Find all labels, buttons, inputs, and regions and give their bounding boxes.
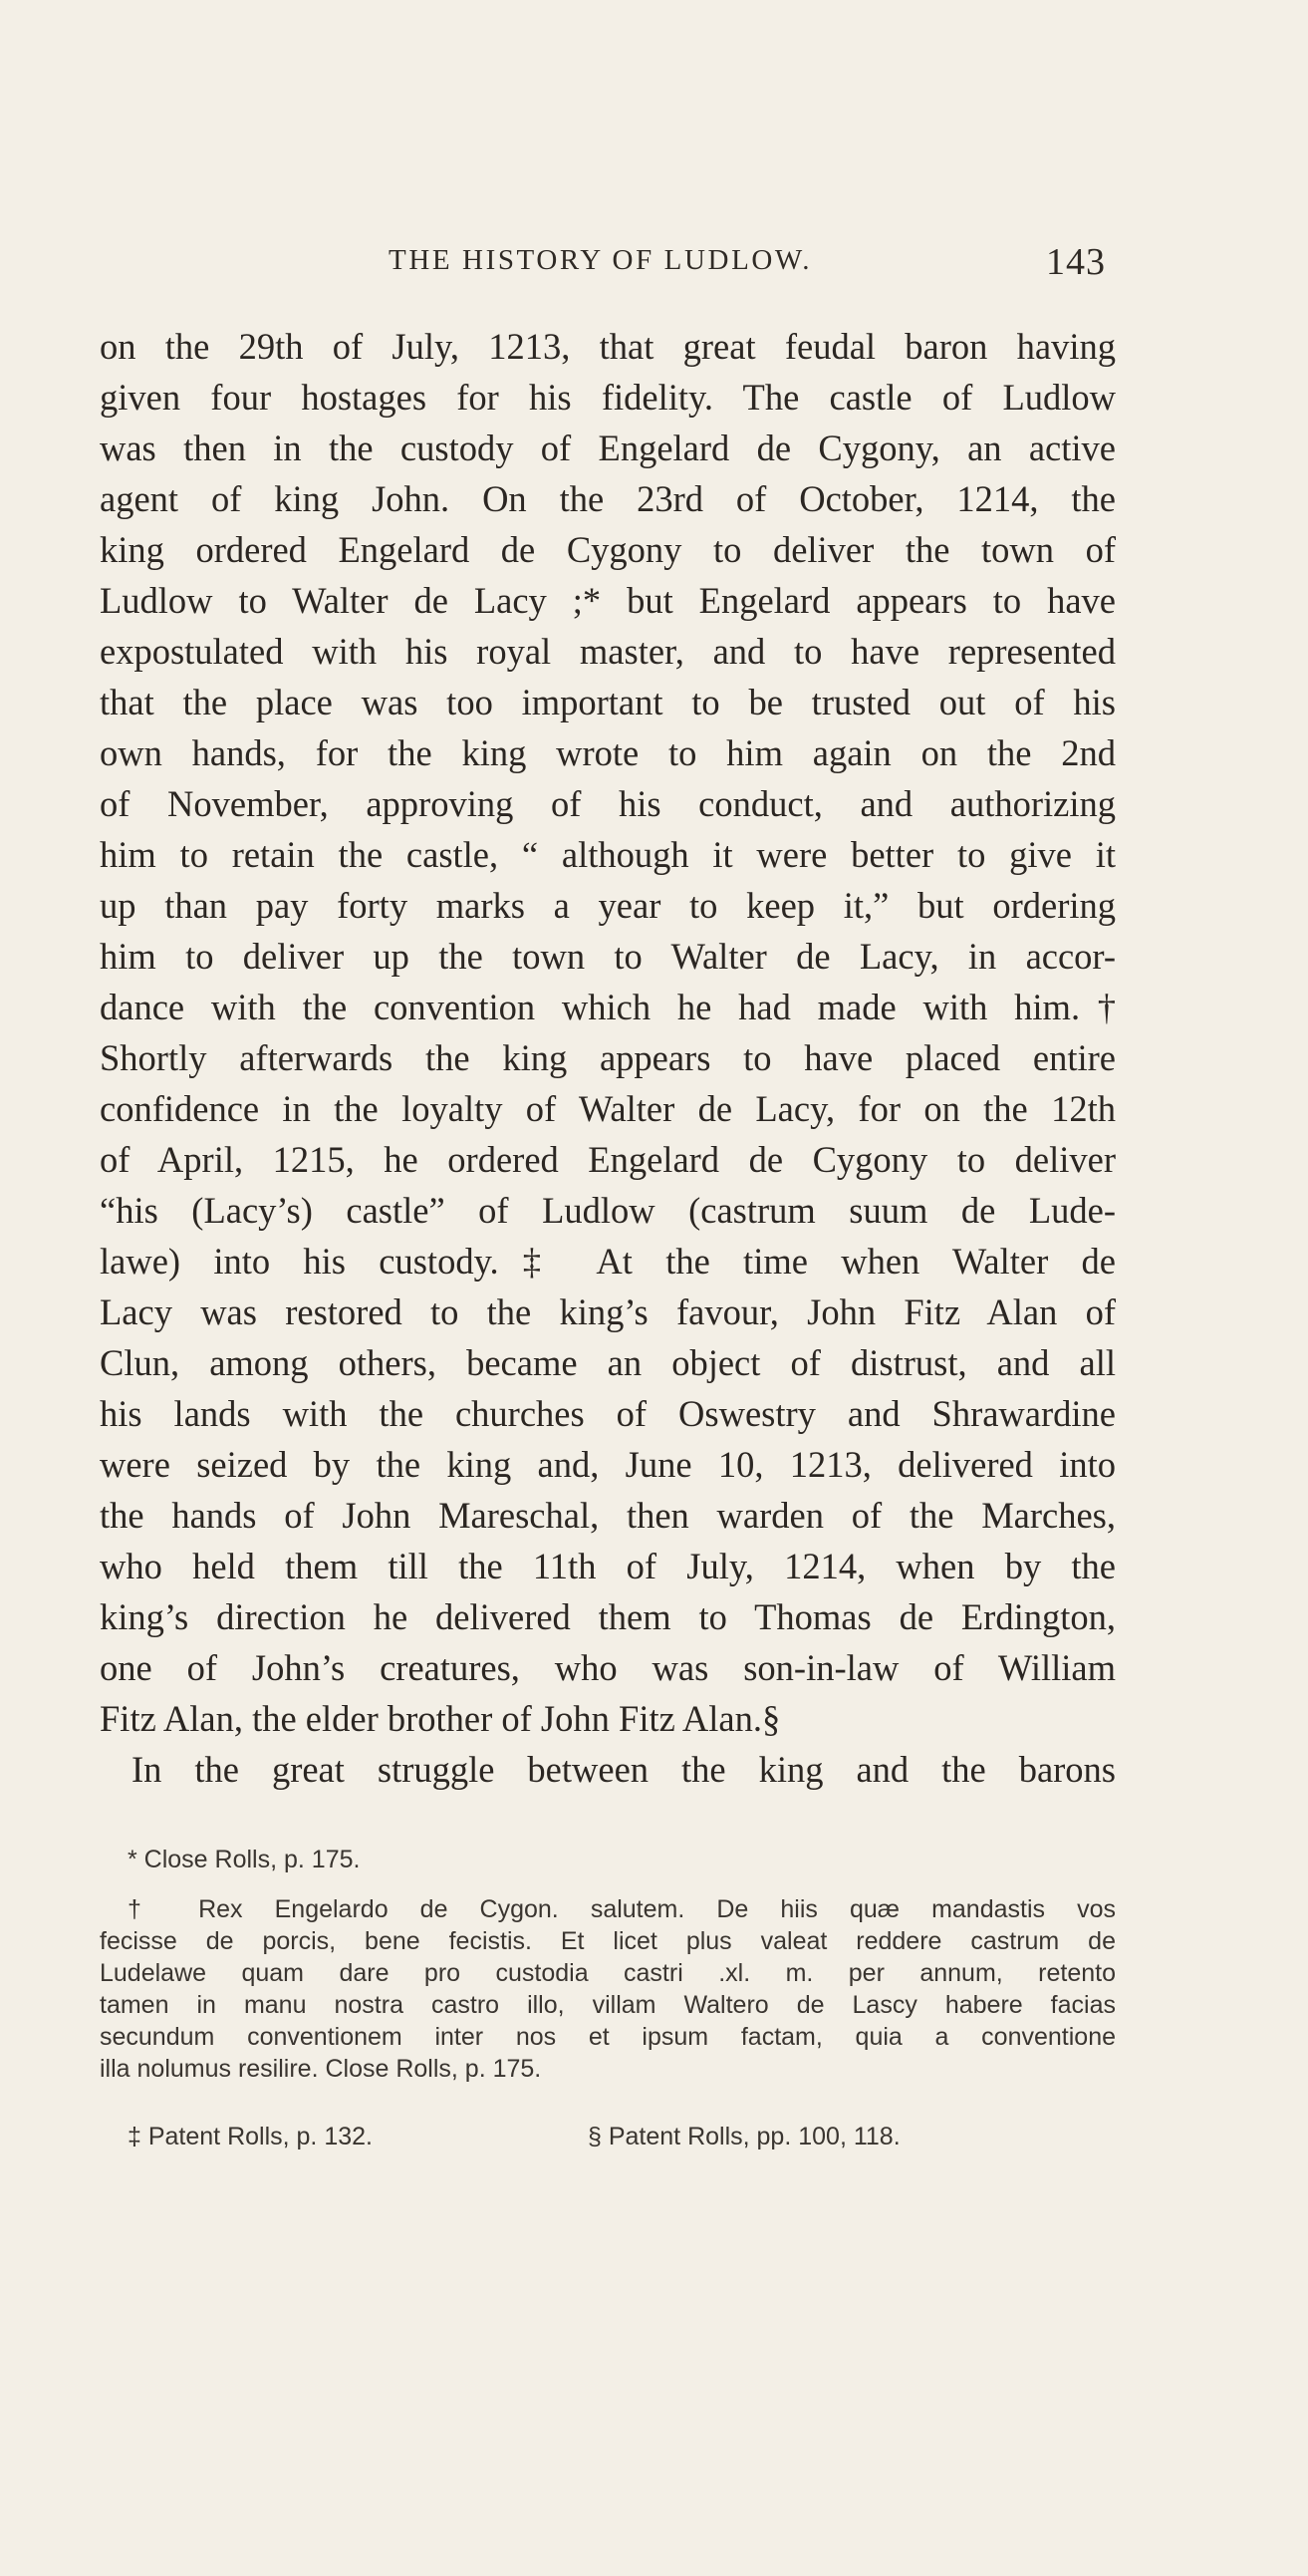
text-line: lawe) into his custody.‡ At the time when Walter de (100, 1241, 1116, 1282)
text-line: was then in the custody of Engelard de Cygony, an active (100, 428, 1116, 468)
text-line: of April, 1215, he ordered Engelard de Cygony to deliver (100, 1139, 1116, 1180)
text-line: his lands with the churches of Oswestry and Shrawardine (100, 1393, 1116, 1434)
text-line: Ludlow to Walter de Lacy ;* but Engelard appears to have (100, 580, 1116, 621)
text-line: expostulated with his royal master, and to have represented (100, 631, 1116, 672)
text-line: own hands, for the king wrote to him again on the 2nd (100, 732, 1116, 773)
footnote-line: secundum conventionem inter nos et ipsum factam, quia a conventione (100, 2023, 1116, 2051)
footnotes (100, 1844, 1116, 2152)
footnote-line: illa nolumus resilire. Close Rolls, p. 175. (100, 2055, 542, 2083)
footnote-star: * Close Rolls, p. 175. (128, 1846, 361, 1873)
text-line: king’s direction he delivered them to Thomas de Erdington, (100, 1596, 1116, 1637)
page-header (329, 241, 1106, 294)
text-line: Lacy was restored to the king’s favour, John Fitz Alan of (100, 1291, 1116, 1332)
footnote-line: Ludelawe quam dare pro custodia castri .xl. m. per annum, retento (100, 1959, 1116, 1987)
text-line: In the great struggle between the king and the barons (131, 1749, 1116, 1790)
text-line: on the 29th of July, 1213, that great feudal baron having (100, 326, 1116, 367)
text-line: “his (Lacy’s) castle” of Ludlow (castrum suum de Lude- (100, 1190, 1116, 1231)
text-line: Shortly afterwards the king appears to have placed entire (100, 1037, 1116, 1078)
text-line: Clun, among others, became an object of distrust, and all (100, 1342, 1116, 1383)
text-line: up than pay forty marks a year to keep it,” but ordering (100, 885, 1116, 926)
text-line: were seized by the king and, June 10, 1213, delivered into (100, 1444, 1116, 1485)
text-line: of November, approving of his conduct, and authorizing (100, 783, 1116, 824)
text-line: king ordered Engelard de Cygony to deliver the town of (100, 529, 1116, 570)
text-line: him to retain the castle, “ although it were better to give it (100, 834, 1116, 875)
footnote-line: † Rex Engelardo de Cygon. salutem. De hiis quæ mandastis vos (128, 1895, 1116, 1923)
text-line: one of John’s creatures, who was son-in-law of William (100, 1647, 1116, 1688)
text-line: dance with the convention which he had made with him.† (100, 987, 1116, 1027)
main-text (100, 321, 1116, 1795)
running-title: THE HISTORY OF LUDLOW. (389, 244, 813, 276)
text-line: given four hostages for his fidelity. The castle of Ludlow (100, 377, 1116, 418)
footnote-line: fecisse de porcis, bene fecistis. Et licet plus valeat reddere castrum de (100, 1927, 1116, 1955)
footnote-line: tamen in manu nostra castro illo, villam Waltero de Lascy habere facias (100, 1991, 1116, 2019)
text-line: him to deliver up the town to Walter de Lacy, in accor- (100, 936, 1116, 977)
text-line: that the place was too important to be trusted out of his (100, 682, 1116, 722)
text-line: Fitz Alan, the elder brother of John Fitz Alan.§ (100, 1698, 781, 1739)
footnote-row (100, 2121, 1116, 2152)
text-line: agent of king John. On the 23rd of October, 1214, the (100, 478, 1116, 519)
page-number: 143 (1046, 241, 1106, 283)
text-line: who held them till the 11th of July, 1214, when by the (100, 1546, 1116, 1586)
text-line: confidence in the loyalty of Walter de Lacy, for on the 12th (100, 1088, 1116, 1129)
footnote-double-dagger: ‡ Patent Rolls, p. 132. (128, 2123, 373, 2150)
text-line: the hands of John Mareschal, then warden of the Marches, (100, 1495, 1116, 1536)
footnote-dagger (100, 1893, 1116, 2085)
footnote-section: § Patent Rolls, pp. 100, 118. (588, 2123, 901, 2150)
